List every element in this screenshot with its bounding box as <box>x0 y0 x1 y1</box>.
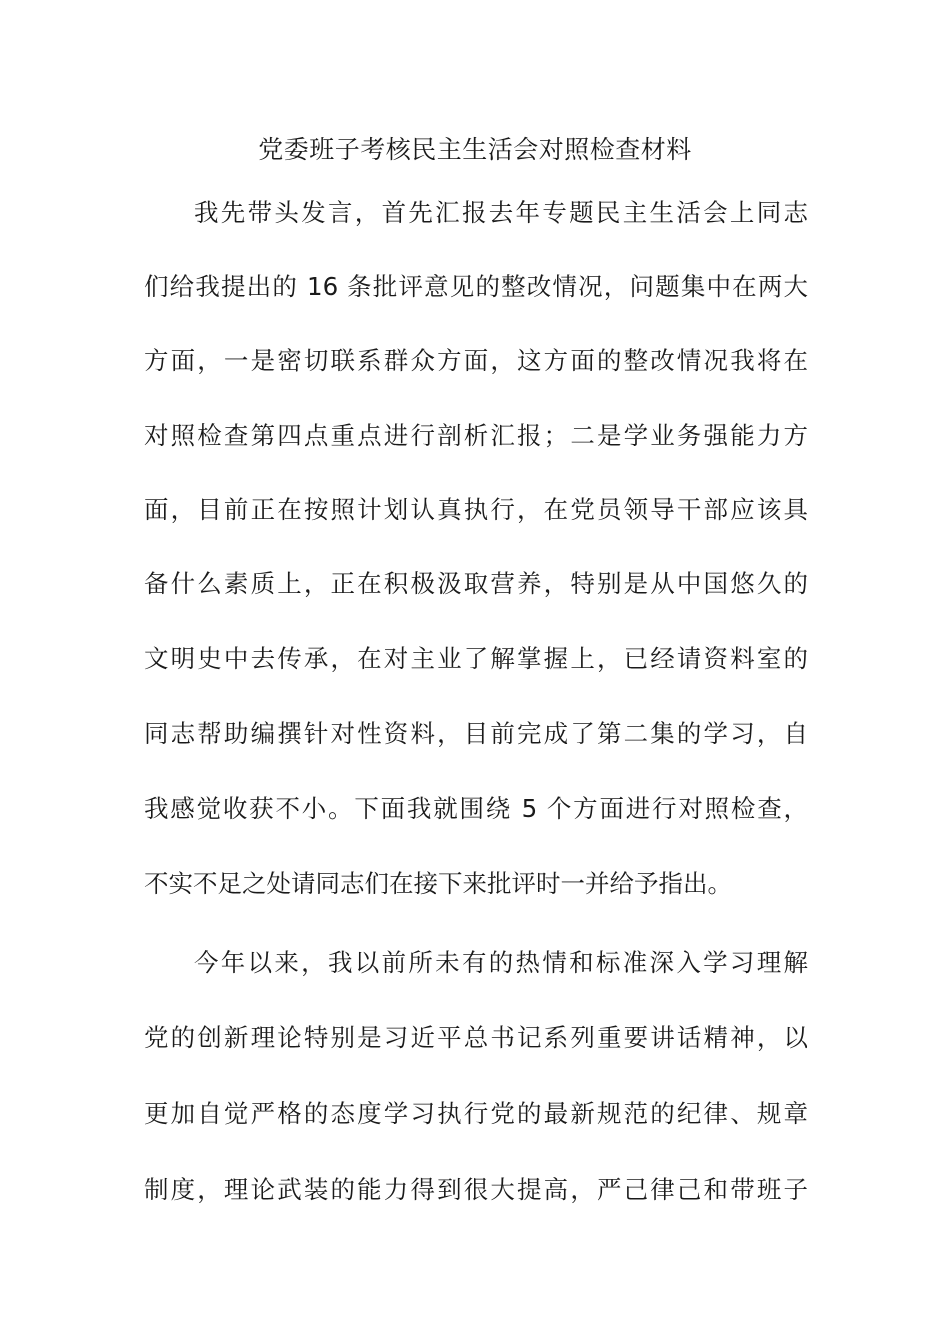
paragraph-2-line-1: 今年以来，我以前所未有的热情和标准深入学习理解 <box>194 948 808 977</box>
paragraph-2-line-3: 更加自觉严格的态度学习执行党的最新规范的纪律、规章 <box>144 1099 808 1128</box>
paragraph-1-line-4: 对照检查第四点重点进行剖析汇报；二是学业务强能力方 <box>144 421 808 450</box>
paragraph-1-line-9: 我感觉收获不小。下面我就围绕 5 个方面进行对照检查， <box>144 794 808 823</box>
paragraph-1-line-5: 面，目前正在按照计划认真执行，在党员领导干部应该具 <box>144 495 808 524</box>
paragraph-2-line-4: 制度，理论武装的能力得到很大提高，严己律己和带班子 <box>144 1175 808 1204</box>
paragraph-1-line-8: 同志帮助编撰针对性资料，目前完成了第二集的学习，自 <box>144 719 808 748</box>
document-title: 党委班子考核民主生活会对照检查材料 <box>258 135 692 164</box>
paragraph-2-line-2: 党的创新理论特别是习近平总书记系列重要讲话精神，以 <box>144 1023 808 1052</box>
paragraph-1-line-6: 备什么素质上，正在积极汲取营养，特别是从中国悠久的 <box>144 569 808 598</box>
paragraph-1-line-7: 文明史中去传承，在对主业了解掌握上，已经请资料室的 <box>144 644 808 673</box>
paragraph-1-line-3: 方面，一是密切联系群众方面，这方面的整改情况我将在 <box>144 346 808 375</box>
paragraph-1-line-1: 我先带头发言，首先汇报去年专题民主生活会上同志 <box>194 198 808 227</box>
paragraph-1-line-10: 不实不足之处请同志们在接下来批评时一并给予指出。 <box>144 869 732 898</box>
paragraph-1-line-2: 们给我提出的 16 条批评意见的整改情况，问题集中在两大 <box>144 272 808 301</box>
